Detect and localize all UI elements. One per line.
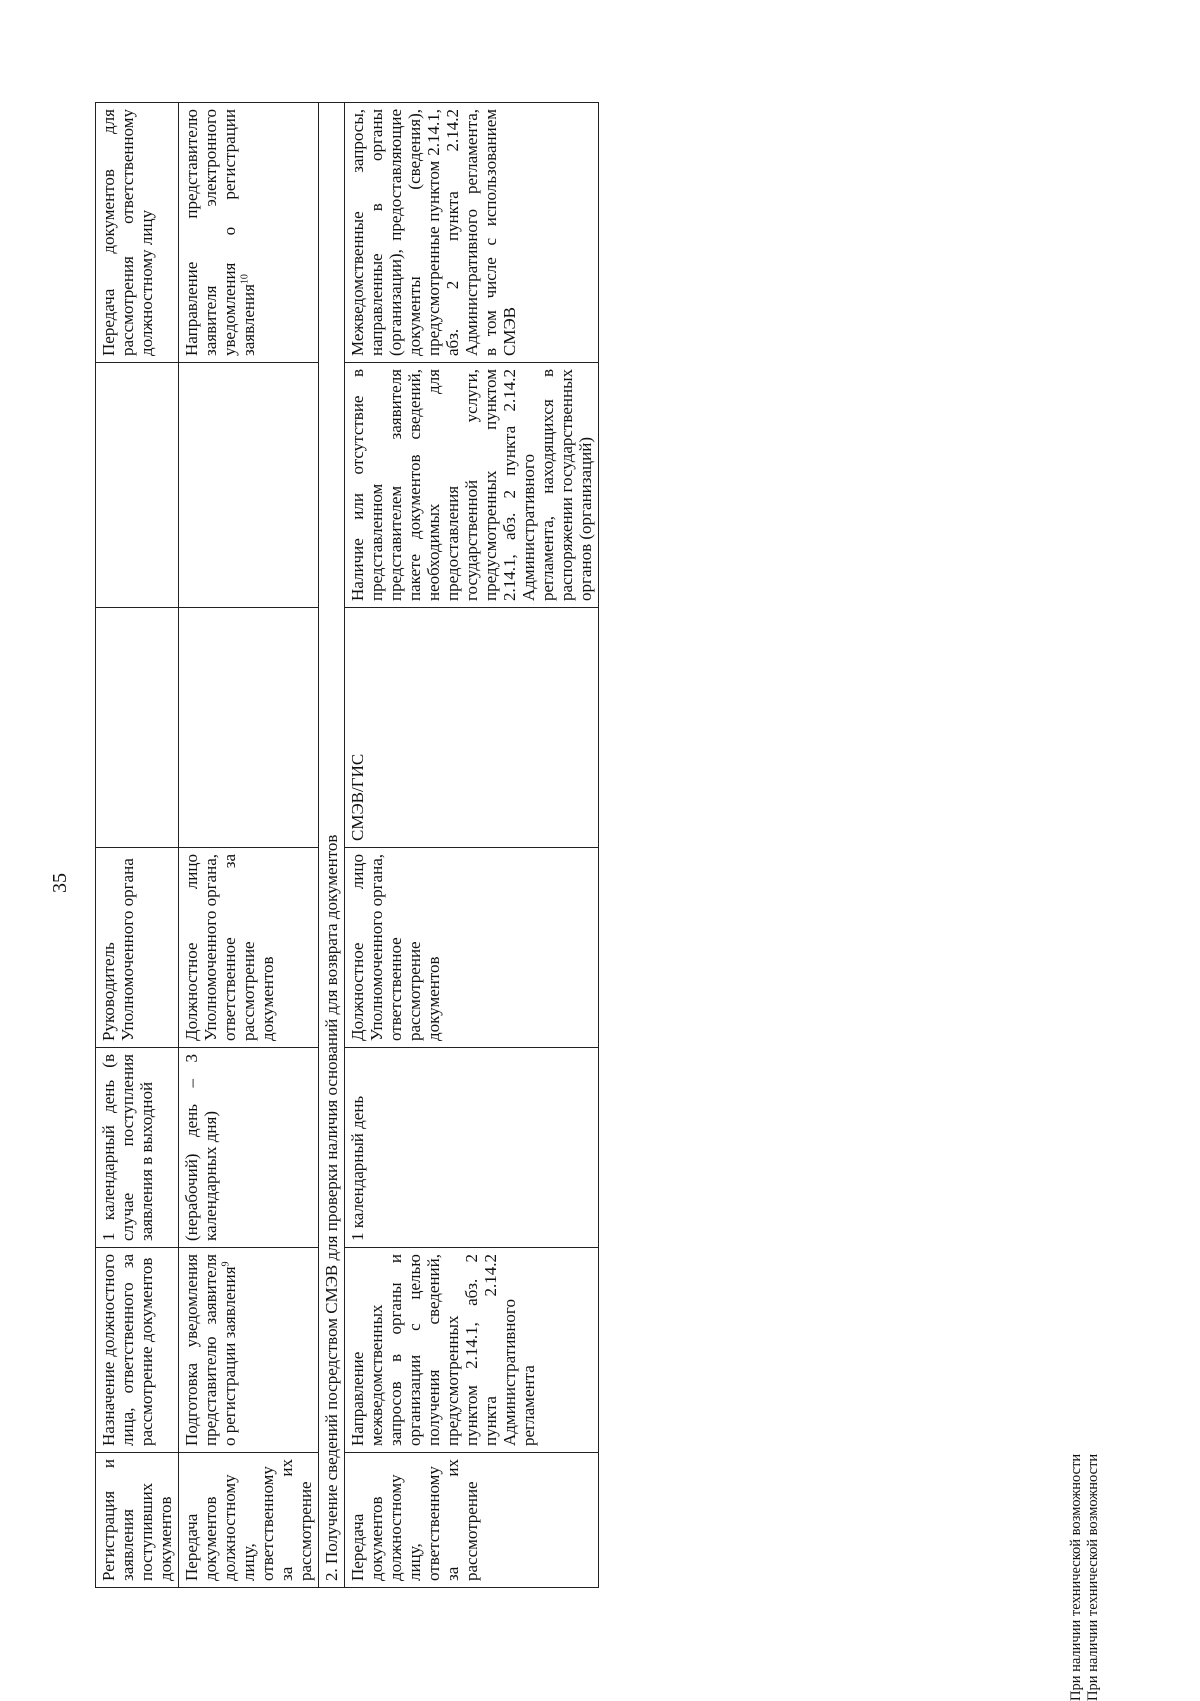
table-cell-duration: (нерабочий) день – 3 календарных дня) [179, 1048, 319, 1248]
footnote [1068, 1241, 1085, 1701]
procedure-table-sheet [95, 103, 599, 1588]
footnote-text: При наличии технической возможности [1068, 1453, 1084, 1701]
procedure-text: Подготовка уведомления представителю заявителя о регистрации заявления [182, 1254, 239, 1446]
footnote-text: При наличии технической возможности [1085, 1453, 1101, 1701]
table-row [96, 103, 179, 1588]
table-row [345, 103, 599, 1588]
footnote [1085, 1241, 1102, 1701]
table-cell-place: СМЭВ/ГИС [345, 608, 599, 848]
table-cell-result: Передача документов для рассмотрения ответственному должностному лицу [96, 103, 179, 363]
table-cell-place [96, 608, 179, 848]
table-cell-place [179, 608, 319, 848]
table-cell-stage: Передача документов должностному лицу, ответственному за их рассмотрение [179, 1453, 319, 1588]
table-cell-criteria: Наличие или отсутствие в представленном представителем заявителя пакете документов сведений, необходимых для предоставления государственной услуги, предусмотренных пунктом 2.14.1, абз. 2 пункта 2.14.2 Административного регламента, находящихся в распоряжении государственных органов (организаций) [345, 363, 599, 608]
table-cell-responsible: Руководитель Уполномоченного органа [96, 848, 179, 1048]
table-cell-criteria [96, 363, 179, 608]
procedure-table [95, 102, 599, 1588]
table-cell-result: Межведомственные запросы, направленные в органы (организации), предоставляющие документы (сведения), предусмотренные пунктом 2.14.1, абз. 2 пункта 2.14.2 Административного регламента, в том числе с использованием СМЭВ [345, 103, 599, 363]
table-row [179, 103, 319, 1588]
section-title-row [319, 103, 345, 1588]
table-cell-stage: Регистрация и заявления поступивших документов [96, 1453, 179, 1588]
footnote-ref: 9 [220, 1261, 232, 1267]
table-cell-responsible: Должностное лицо Уполномоченного органа, ответственное за рассмотрение документов [179, 848, 319, 1048]
page-number: 35 [49, 873, 71, 893]
footnotes [1068, 1241, 1102, 1701]
table-cell-duration: 1 календарный день (в случае поступления заявления в выходной [96, 1048, 179, 1248]
section-title: 2. Получение сведений посредством СМЭВ для проверки наличия оснований для возврата документов [319, 103, 345, 1588]
table-cell-procedure: Направление межведомственных запросов в органы и организации с целью получения сведений, предусмотренных пунктом 2.14.1, абз. 2 пункта 2.14.2 Административного регламента [345, 1248, 599, 1453]
table-cell-duration: 1 календарный день [345, 1048, 599, 1248]
footnote-ref: 10 [239, 274, 251, 285]
table-cell-procedure: Назначение должностного лица, ответственного за рассмотрение документов [96, 1248, 179, 1453]
table-cell-result [179, 103, 319, 363]
result-text: Направление представителю заявителя электронного уведомления о регистрации заявления [182, 109, 258, 356]
table-cell-stage: Передача документов должностному лицу, ответственному за их рассмотрение [345, 1453, 599, 1588]
table-cell-procedure [179, 1248, 319, 1453]
table-cell-responsible: Должностное лицо Уполномоченного органа, ответственное рассмотрение документов [345, 848, 599, 1048]
table-cell-criteria [179, 363, 319, 608]
